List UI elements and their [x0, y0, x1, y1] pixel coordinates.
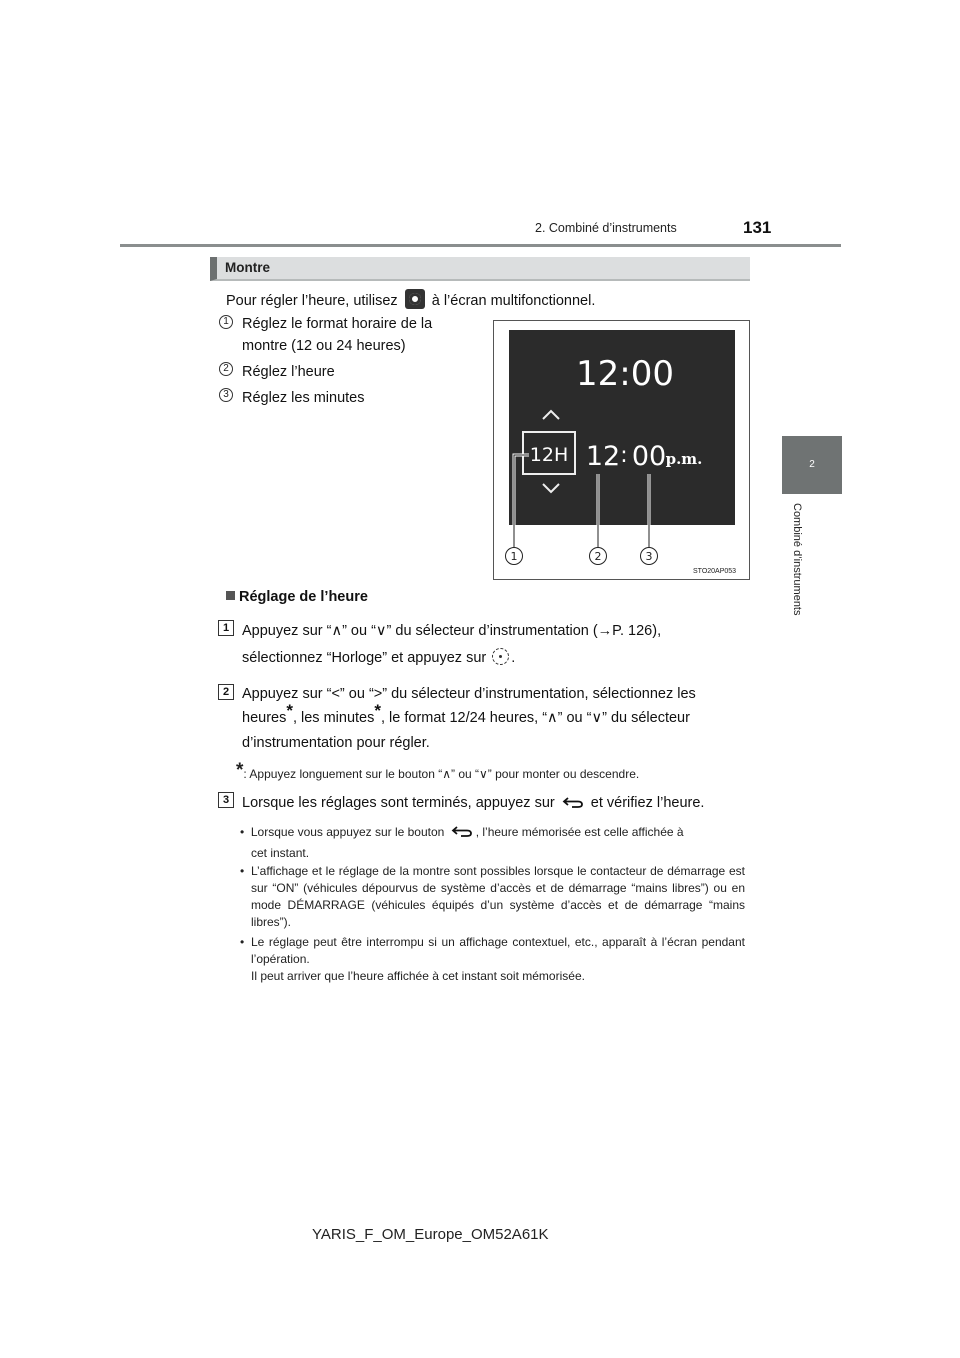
chapter-tab: 2	[782, 436, 842, 494]
step-number-2: 2	[218, 684, 234, 700]
ampm-value: p.m.	[665, 450, 703, 468]
header-rule	[120, 244, 841, 247]
settings-gear-icon	[405, 289, 425, 309]
item-1-line-1: Réglez le format horaire de la	[242, 316, 433, 332]
note-1: • Lorsque vous appuyez sur le bouton , l’heure mémorisée est celle affichée à cet instant.	[240, 825, 684, 860]
square-bullet-icon	[226, 591, 235, 600]
step-3-text: Lorsque les réglages sont terminés, appuyez sur et vérifiez l’heure.	[242, 795, 705, 811]
step-number-1: 1	[218, 620, 234, 636]
back-icon	[451, 825, 473, 837]
back-icon	[562, 796, 584, 808]
step-2-line-2: heures*, les minutes*, le format 12/24 heures, “∧” ou “∨” du sélecteur	[242, 701, 690, 726]
step-1-line-1: Appuyez sur “∧” ou “∨” du sélecteur d’instrumentation (→P. 126),	[242, 623, 662, 639]
step-1-line-2: sélectionnez “Horloge” et appuyez sur .	[242, 650, 516, 666]
step-number-3: 3	[218, 792, 234, 808]
minutes-value: 00	[631, 441, 667, 472]
footer-doc-code: YARIS_F_OM_Europe_OM52A61K	[312, 1226, 549, 1243]
item-number-3: 3	[219, 388, 233, 402]
subheading: Réglage de l’heure	[226, 589, 368, 605]
running-header-section: 2. Combiné d’instruments	[535, 221, 677, 235]
item-number-1: 1	[219, 315, 233, 329]
item-3-text: Réglez les minutes	[242, 390, 365, 406]
note-3: • Le réglage peut être interrompu si un affichage contextuel, etc., apparaît à l’écran pendant l’opération. Il peut arriver que l’heure affichée à cet instant soit mémorisée.	[240, 935, 745, 983]
page-number: 131	[743, 218, 772, 237]
ok-button-icon	[492, 648, 509, 665]
step-2-line-1: Appuyez sur “<” ou “>” du sélecteur d’instrumentation, sélectionnez les	[242, 686, 696, 702]
callout-lines	[494, 321, 751, 581]
callout-label-3: 3	[645, 550, 653, 563]
section-title-bar	[210, 257, 750, 281]
callout-label-2: 2	[594, 550, 602, 563]
intro-text: Pour régler l’heure, utilisez à l’écran multifonctionnel.	[226, 289, 595, 309]
step-2-line-3: d’instrumentation pour régler.	[242, 735, 430, 751]
item-2-text: Réglez l’heure	[242, 364, 335, 380]
big-time: 12:00	[576, 354, 674, 394]
section-title: Montre	[225, 260, 270, 275]
item-1-line-2: montre (12 ou 24 heures)	[242, 338, 406, 354]
note-2: • L’affichage et le réglage de la montre sont possibles lorsque le contacteur de démarrage est sur “ON” (véhicules dépourvus de système d’accès et de démarrage “mains libres”) ou en mode DÉMARRAGE (véhicules équipés d’un système d’accès et de démarrage “mains libres”).	[240, 864, 745, 929]
hours-value: 12	[585, 441, 621, 472]
item-number-2: 2	[219, 362, 233, 376]
callout-label-1: 1	[510, 550, 518, 563]
clock-illustration	[493, 320, 750, 580]
time-separator: :	[620, 443, 628, 468]
figure-code: STO20AP053	[693, 568, 737, 575]
chapter-label: Combiné d’instruments	[791, 503, 803, 616]
footnote: *: Appuyez longuement sur le bouton “∧” ou “∨” pour monter ou descendre.	[236, 760, 640, 781]
format-value: 12H	[529, 444, 569, 466]
